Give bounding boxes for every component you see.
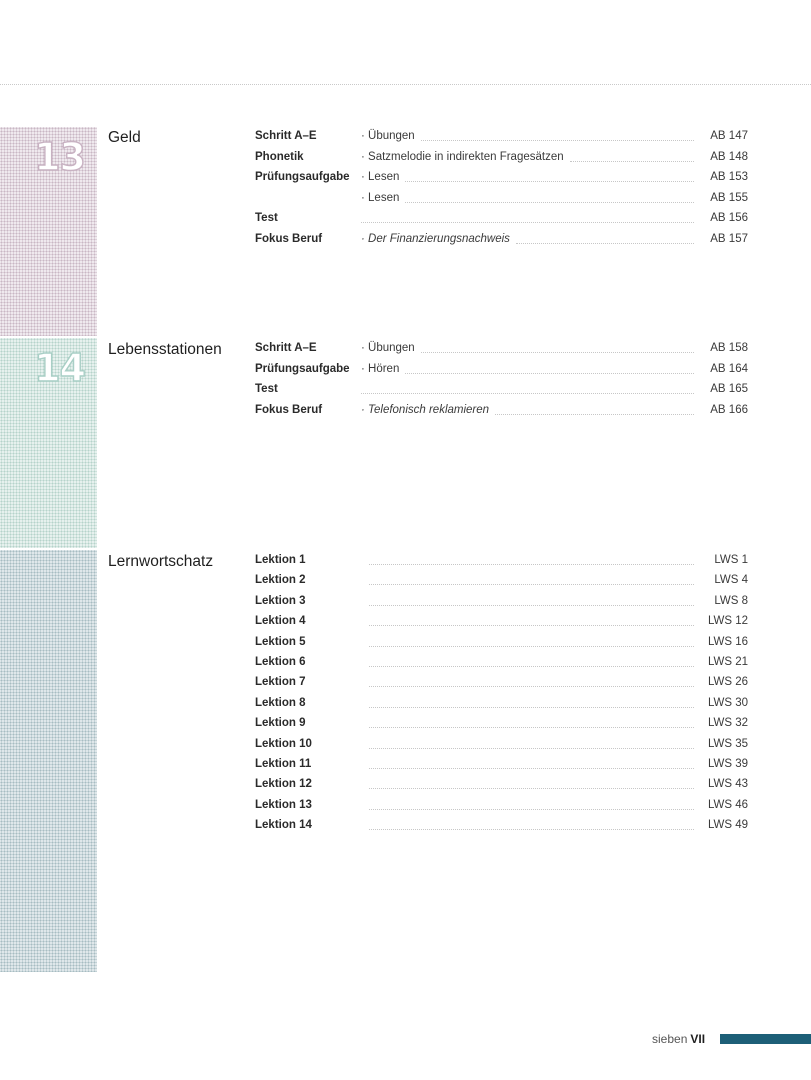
unit-14-color-block xyxy=(0,338,97,548)
toc-category: Lektion 2 xyxy=(255,574,306,587)
toc-page-ref: AB 165 xyxy=(710,383,748,395)
toc-page-ref: LWS 16 xyxy=(707,635,748,648)
toc-row xyxy=(255,341,748,361)
toc-row xyxy=(255,696,748,716)
dotted-leader xyxy=(369,646,694,647)
dotted-leader xyxy=(369,584,694,585)
toc-category: Lektion 4 xyxy=(255,615,306,628)
toc-page-ref: AB 157 xyxy=(710,232,748,245)
dotted-leader xyxy=(369,768,694,769)
toc-page-ref: AB 164 xyxy=(710,362,748,375)
toc-category: Lektion 5 xyxy=(255,635,306,648)
dotted-leader xyxy=(570,161,694,162)
toc-page-ref: LWS 8 xyxy=(714,594,748,607)
toc-row xyxy=(255,716,748,736)
toc-page-ref: LWS 32 xyxy=(707,717,748,730)
toc-row xyxy=(255,675,748,695)
toc-item: · Lesen xyxy=(361,191,400,204)
dotted-leader xyxy=(361,393,694,394)
toc-page-ref: LWS 1 xyxy=(714,554,748,566)
toc-item: · Telefonisch reklamieren xyxy=(361,403,490,416)
toc-category: Fokus Beruf xyxy=(255,232,323,245)
toc-category: Schritt A–E xyxy=(255,130,317,142)
page-number-word: sieben xyxy=(652,1032,688,1046)
toc-row xyxy=(255,362,748,382)
toc-page-ref: LWS 30 xyxy=(707,696,748,709)
toc-page-ref: LWS 46 xyxy=(707,798,748,811)
unit-13-color-block xyxy=(0,127,97,336)
toc-category: Fokus Beruf xyxy=(255,403,323,416)
unit-14-title: Lebensstationen xyxy=(108,341,222,358)
toc-page-ref: LWS 12 xyxy=(707,615,748,628)
toc-row xyxy=(255,129,748,149)
toc-item: · Lesen xyxy=(361,171,400,183)
dotted-leader xyxy=(421,352,694,353)
unit-13-number: 13 xyxy=(34,135,85,179)
toc-row xyxy=(255,573,748,593)
toc-page-ref: LWS 26 xyxy=(707,676,748,689)
toc-category: Lektion 3 xyxy=(255,594,306,607)
toc-page-ref: AB 155 xyxy=(710,191,748,204)
dotted-leader xyxy=(369,809,694,810)
toc-category: Test xyxy=(255,212,278,224)
toc-item: · Übungen xyxy=(361,130,415,142)
toc-category: Lektion 7 xyxy=(255,676,306,689)
dotted-leader xyxy=(405,373,694,374)
dotted-leader xyxy=(516,243,694,244)
dotted-leader xyxy=(369,727,694,728)
toc-category: Lektion 13 xyxy=(255,798,312,811)
page-number xyxy=(652,1032,705,1046)
toc-category: Prüfungsaufgabe xyxy=(255,362,350,375)
toc-page-ref: LWS 49 xyxy=(707,819,748,832)
toc-page-ref: AB 166 xyxy=(710,403,748,416)
toc-category: Lektion 8 xyxy=(255,696,306,709)
dotted-leader xyxy=(369,605,694,606)
toc-row xyxy=(255,382,748,402)
toc-row xyxy=(255,553,748,573)
toc-page-ref: AB 156 xyxy=(710,212,748,224)
toc-row xyxy=(255,635,748,655)
toc-item: · Satzmelodie in indirekten Fragesätzen xyxy=(361,150,564,163)
dotted-leader xyxy=(369,748,694,749)
toc-page-ref: AB 153 xyxy=(710,171,748,183)
dotted-leader xyxy=(369,564,694,565)
dotted-leader xyxy=(405,181,694,182)
dotted-leader xyxy=(361,222,694,223)
dotted-leader xyxy=(369,625,694,626)
toc-row xyxy=(255,211,748,231)
toc-row xyxy=(255,798,748,818)
toc-category: Lektion 14 xyxy=(255,819,312,832)
unit-14-number: 14 xyxy=(34,346,85,390)
toc-item: · Der Finanzierungsnachweis xyxy=(361,232,510,245)
toc-row xyxy=(255,594,748,614)
dotted-leader xyxy=(369,829,694,830)
toc-row xyxy=(255,737,748,757)
toc-row xyxy=(255,403,748,423)
toc-category: Phonetik xyxy=(255,150,304,163)
dotted-leader xyxy=(495,414,694,415)
toc-row xyxy=(255,777,748,797)
toc-row xyxy=(255,150,748,170)
page-number-roman: VII xyxy=(690,1032,706,1046)
dotted-leader xyxy=(369,666,694,667)
toc-page-ref: LWS 21 xyxy=(707,656,748,668)
toc-page-ref: LWS 43 xyxy=(707,778,748,791)
toc-category: Lektion 6 xyxy=(255,656,306,668)
toc-page-ref: AB 147 xyxy=(710,130,748,142)
toc-page-ref: AB 148 xyxy=(710,150,748,163)
top-dotted-rule xyxy=(0,84,811,85)
toc-page-ref: LWS 35 xyxy=(707,737,748,750)
toc-item: · Übungen xyxy=(361,342,415,354)
toc-page-ref: LWS 4 xyxy=(714,574,748,587)
toc-page-ref: LWS 39 xyxy=(707,758,748,770)
toc-category: Schritt A–E xyxy=(255,342,317,354)
toc-page-ref: AB 158 xyxy=(710,342,748,354)
toc-row xyxy=(255,232,748,252)
toc-row xyxy=(255,614,748,634)
toc-item: · Hören xyxy=(361,362,400,375)
lernwortschatz-color-block xyxy=(0,550,97,972)
toc-category: Lektion 1 xyxy=(255,554,306,566)
toc-category: Lektion 10 xyxy=(255,737,312,750)
toc-category: Lektion 12 xyxy=(255,778,312,791)
toc-category: Prüfungsaufgabe xyxy=(255,171,350,183)
toc-row xyxy=(255,818,748,838)
toc-category: Lektion 11 xyxy=(255,758,312,770)
dotted-leader xyxy=(369,788,694,789)
toc-row xyxy=(255,191,748,211)
dotted-leader xyxy=(369,707,694,708)
toc-category: Test xyxy=(255,383,278,395)
toc-row xyxy=(255,170,748,190)
toc-row xyxy=(255,757,748,777)
lernwortschatz-title: Lernwortschatz xyxy=(108,553,214,570)
unit-13-title: Geld xyxy=(108,129,141,146)
toc-row xyxy=(255,655,748,675)
footer-accent-bar xyxy=(720,1034,811,1044)
dotted-leader xyxy=(421,140,694,141)
dotted-leader xyxy=(369,686,694,687)
dotted-leader xyxy=(405,202,694,203)
toc-category: Lektion 9 xyxy=(255,717,306,730)
